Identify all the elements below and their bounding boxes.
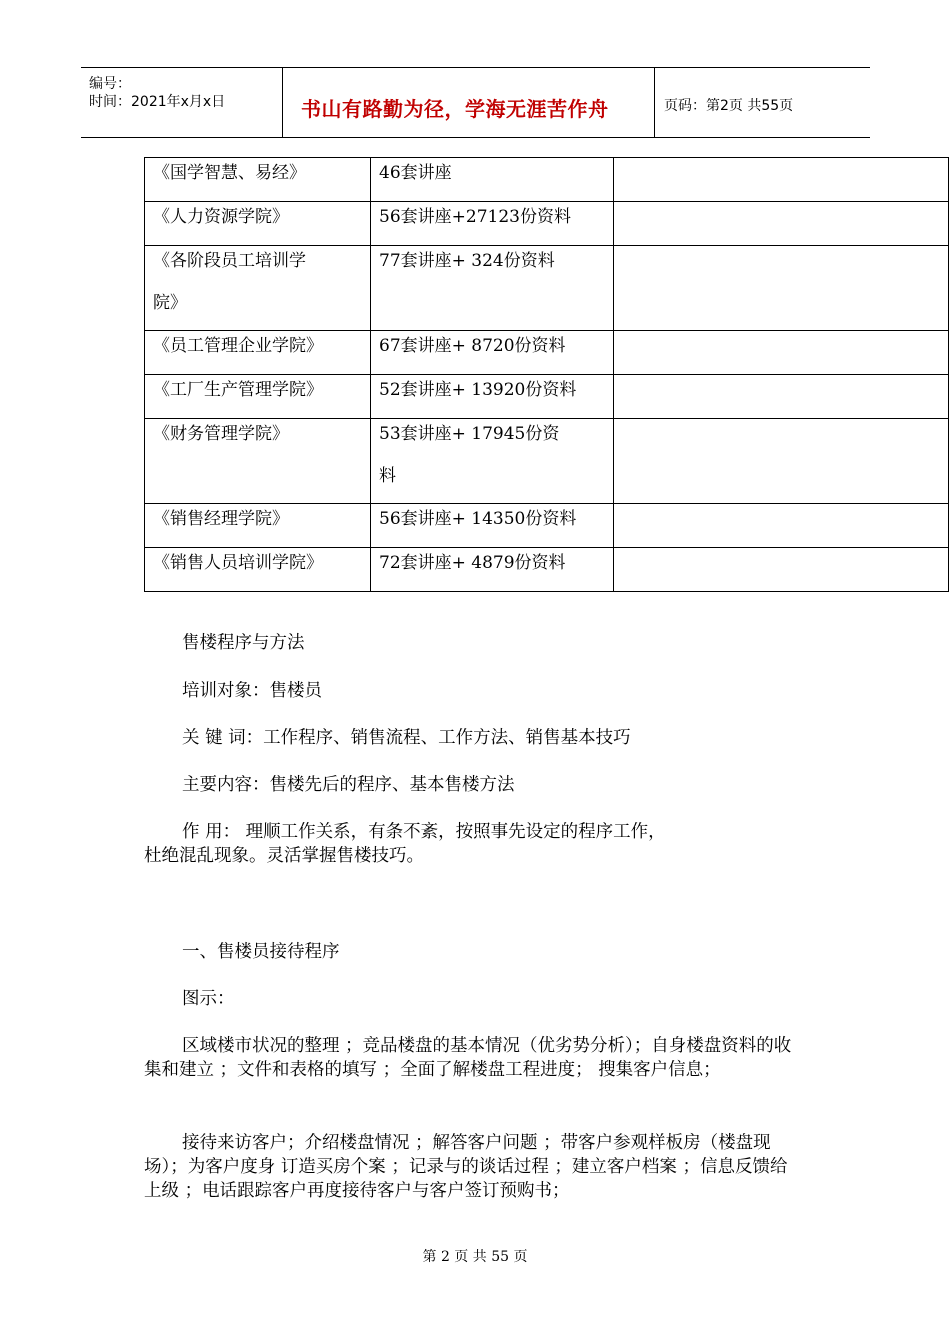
header-page-cell	[655, 68, 870, 137]
course-name-cell: 《销售经理学院》	[145, 504, 371, 548]
course-content-cell: 67套讲座+ 8720份资料	[371, 331, 614, 375]
course-name-cell: 《国学智慧、易经》	[145, 158, 371, 202]
page-header	[81, 67, 870, 138]
course-name-cell: 《人力资源学院》	[145, 202, 371, 246]
effect-line-1: 作 用： 理顺工作关系，有条不紊，按照事先设定的程序工作，	[182, 822, 666, 842]
main-content-line: 主要内容：售楼先后的程序、基本售楼方法	[182, 775, 515, 795]
page-number-label: 页码：第2页 共55页	[664, 98, 794, 114]
course-content-cell: 77套讲座+ 324份资料	[371, 246, 614, 331]
course-note-cell	[614, 331, 949, 375]
table-row	[145, 504, 949, 548]
course-name-cell: 《财务管理学院》	[145, 419, 371, 504]
effect-paragraph	[144, 820, 804, 868]
table-row	[145, 419, 949, 504]
course-name-cell: 《销售人员培训学院》	[145, 548, 371, 592]
course-content-cell: 72套讲座+ 4879份资料	[371, 548, 614, 592]
course-note-cell	[614, 419, 949, 504]
table-row	[145, 246, 949, 331]
course-content-line2: 料	[379, 466, 396, 486]
header-motto-cell	[283, 68, 655, 137]
training-target: 培训对象：售楼员	[182, 681, 322, 701]
course-content-cell: 52套讲座+ 13920份资料	[371, 375, 614, 419]
course-note-cell	[614, 202, 949, 246]
table-row	[145, 202, 949, 246]
section-heading-1: 一、售楼员接待程序	[182, 942, 340, 962]
page-footer: 第 2 页 共 55 页	[422, 1249, 528, 1265]
table-row	[145, 548, 949, 592]
header-meta-cell	[81, 68, 283, 137]
number-label: 编号：	[89, 76, 131, 92]
motto-text: 书山有路勤为径，学海无涯苦作舟	[301, 97, 609, 121]
course-name-cell: 《员工管理企业学院》	[145, 331, 371, 375]
course-name-cell	[145, 246, 371, 331]
paragraph-1: 区域楼市状况的整理 ；竞品楼盘的基本情况（优劣势分析）；自身楼盘资料的收集和建立 ；文件和表格的填写 ；全面了解楼盘工程进度； 搜集客户信息；	[144, 1036, 792, 1080]
paragraph-2: 接待来访客户；介绍楼盘情况 ；解答客户问题 ；带客户参观样板房（楼盘现场）；为客户度身 订造买房个案 ；记录与的谈话过程 ；建立客户档案 ；信息反馈给上级 ；电话跟踪客户再度接待客户与客户签订预购书；	[144, 1133, 788, 1201]
course-note-cell	[614, 158, 949, 202]
course-name-line1: 《各阶段员工培训学	[153, 251, 306, 271]
time-label: 时间：2021年x月x日	[89, 94, 226, 110]
diagram-label: 图示：	[182, 989, 235, 1009]
course-content-line1: 53套讲座+ 17945份资	[379, 424, 560, 444]
section-title: 售楼程序与方法	[182, 633, 305, 653]
course-name-cell: 《工厂生产管理学院》	[145, 375, 371, 419]
table-row	[145, 158, 949, 202]
course-content-cell: 46套讲座	[371, 158, 614, 202]
effect-line-2: 杜绝混乱现象。灵活掌握售楼技巧。	[144, 846, 424, 866]
course-note-cell	[614, 246, 949, 331]
course-content-cell: 56套讲座+ 14350份资料	[371, 504, 614, 548]
course-content-cell	[371, 419, 614, 504]
course-content-cell: 56套讲座+27123份资料	[371, 202, 614, 246]
course-name-line2: 院》	[153, 293, 187, 313]
table-row	[145, 375, 949, 419]
course-note-cell	[614, 548, 949, 592]
table-row	[145, 331, 949, 375]
keywords-line: 关 键 词：工作程序、销售流程、工作方法、销售基本技巧	[182, 728, 631, 748]
course-note-cell	[614, 375, 949, 419]
course-note-cell	[614, 504, 949, 548]
course-table	[144, 157, 949, 592]
